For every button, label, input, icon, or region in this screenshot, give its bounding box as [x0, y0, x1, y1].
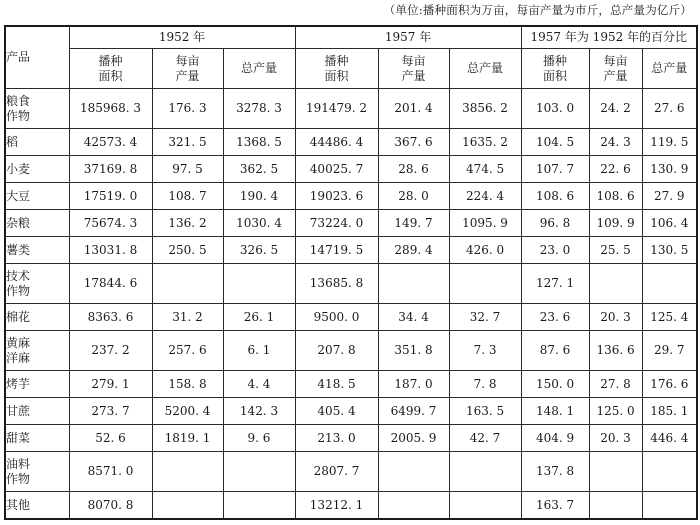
value-cell: [378, 264, 449, 304]
value-cell: 163. 7: [521, 492, 589, 520]
value-cell: 96. 8: [521, 210, 589, 237]
value-cell: 351. 8: [378, 331, 449, 371]
value-cell: [152, 264, 223, 304]
value-cell: 191479. 2: [295, 89, 378, 129]
value-cell: 136. 2: [152, 210, 223, 237]
unit-note: （单位:播种面积为万亩，每亩产量为市斤，总产量为亿斤）: [383, 3, 692, 17]
value-cell: 190. 4: [223, 183, 295, 210]
value-cell: 163. 5: [449, 398, 521, 425]
sub-header-total: 总产量: [642, 49, 697, 89]
value-cell: [589, 264, 642, 304]
value-cell: 1095. 9: [449, 210, 521, 237]
value-cell: 130. 5: [642, 237, 697, 264]
value-cell: [449, 264, 521, 304]
table-row: [5, 371, 697, 398]
value-cell: 25. 5: [589, 237, 642, 264]
value-cell: 185. 1: [642, 398, 697, 425]
value-cell: 1635. 2: [449, 129, 521, 156]
value-cell: 213. 0: [295, 425, 378, 452]
value-cell: 3278. 3: [223, 89, 295, 129]
value-cell: 42573. 4: [69, 129, 152, 156]
table-row: [5, 492, 697, 520]
value-cell: 17519. 0: [69, 183, 152, 210]
value-cell: 27. 9: [642, 183, 697, 210]
value-cell: [642, 264, 697, 304]
value-cell: 474. 5: [449, 156, 521, 183]
value-cell: 158. 8: [152, 371, 223, 398]
value-cell: 8070. 8: [69, 492, 152, 520]
value-cell: 149. 7: [378, 210, 449, 237]
value-cell: 127. 1: [521, 264, 589, 304]
value-cell: 52. 6: [69, 425, 152, 452]
value-cell: 8363. 6: [69, 304, 152, 331]
value-cell: 97. 5: [152, 156, 223, 183]
value-cell: 142. 3: [223, 398, 295, 425]
value-cell: 418. 5: [295, 371, 378, 398]
value-cell: 7. 3: [449, 331, 521, 371]
value-cell: 40025. 7: [295, 156, 378, 183]
value-cell: 13212. 1: [295, 492, 378, 520]
value-cell: 19023. 6: [295, 183, 378, 210]
table-row: [5, 304, 697, 331]
product-column-header: 产品: [5, 26, 69, 89]
product-name-cell: 甜菜: [5, 425, 69, 452]
value-cell: 201. 4: [378, 89, 449, 129]
value-cell: 8571. 0: [69, 452, 152, 492]
value-cell: [378, 452, 449, 492]
value-cell: 17844. 6: [69, 264, 152, 304]
value-cell: 150. 0: [521, 371, 589, 398]
product-name-cell: 棉花: [5, 304, 69, 331]
value-cell: 279. 1: [69, 371, 152, 398]
product-name-cell: 杂粮: [5, 210, 69, 237]
value-cell: 137. 8: [521, 452, 589, 492]
value-cell: 27. 6: [642, 89, 697, 129]
table-row: [5, 237, 697, 264]
value-cell: [223, 452, 295, 492]
value-cell: 13685. 8: [295, 264, 378, 304]
value-cell: 362. 5: [223, 156, 295, 183]
value-cell: 9500. 0: [295, 304, 378, 331]
value-cell: 13031. 8: [69, 237, 152, 264]
value-cell: 37169. 8: [69, 156, 152, 183]
value-cell: 5200. 4: [152, 398, 223, 425]
value-cell: 26. 1: [223, 304, 295, 331]
product-name-cell: 稻: [5, 129, 69, 156]
value-cell: 187. 0: [378, 371, 449, 398]
value-cell: 20. 3: [589, 304, 642, 331]
table-row: [5, 264, 697, 304]
product-name-cell: 烤芋: [5, 371, 69, 398]
sub-header-total: 总产量: [449, 49, 521, 89]
value-cell: 119. 5: [642, 129, 697, 156]
value-cell: 1368. 5: [223, 129, 295, 156]
value-cell: 148. 1: [521, 398, 589, 425]
sub-header-area: 播种 面积: [69, 49, 152, 89]
value-cell: 176. 3: [152, 89, 223, 129]
value-cell: 250. 5: [152, 237, 223, 264]
value-cell: 6499. 7: [378, 398, 449, 425]
value-cell: 426. 0: [449, 237, 521, 264]
value-cell: 125. 4: [642, 304, 697, 331]
value-cell: 24. 3: [589, 129, 642, 156]
sub-header-area: 播种 面积: [521, 49, 589, 89]
value-cell: 6. 1: [223, 331, 295, 371]
value-cell: 176. 6: [642, 371, 697, 398]
value-cell: 108. 6: [589, 183, 642, 210]
value-cell: 404. 9: [521, 425, 589, 452]
value-cell: 7. 8: [449, 371, 521, 398]
value-cell: 34. 4: [378, 304, 449, 331]
value-cell: 130. 9: [642, 156, 697, 183]
value-cell: 405. 4: [295, 398, 378, 425]
value-cell: 31. 2: [152, 304, 223, 331]
value-cell: 224. 4: [449, 183, 521, 210]
value-cell: 106. 4: [642, 210, 697, 237]
value-cell: 326. 5: [223, 237, 295, 264]
product-name-cell: 油料 作物: [5, 452, 69, 492]
table-row: [5, 129, 697, 156]
value-cell: [642, 492, 697, 520]
value-cell: 27. 8: [589, 371, 642, 398]
value-cell: 4. 4: [223, 371, 295, 398]
product-name-cell: 薯类: [5, 237, 69, 264]
value-cell: 2807. 7: [295, 452, 378, 492]
table-row: [5, 89, 697, 129]
value-cell: 23. 6: [521, 304, 589, 331]
value-cell: 273. 7: [69, 398, 152, 425]
table-row: [5, 156, 697, 183]
value-cell: 103. 0: [521, 89, 589, 129]
value-cell: 9. 6: [223, 425, 295, 452]
table-row: [5, 398, 697, 425]
value-cell: 1030. 4: [223, 210, 295, 237]
value-cell: 29. 7: [642, 331, 697, 371]
sub-header-yield: 每亩 产量: [378, 49, 449, 89]
value-cell: 32. 7: [449, 304, 521, 331]
value-cell: 289. 4: [378, 237, 449, 264]
table-body: [5, 89, 697, 520]
value-cell: 125. 0: [589, 398, 642, 425]
sub-header-total: 总产量: [223, 49, 295, 89]
value-cell: 136. 6: [589, 331, 642, 371]
value-cell: 28. 6: [378, 156, 449, 183]
value-cell: [223, 492, 295, 520]
value-cell: 107. 7: [521, 156, 589, 183]
value-cell: 109. 9: [589, 210, 642, 237]
value-cell: [223, 264, 295, 304]
value-cell: [589, 452, 642, 492]
value-cell: 104. 5: [521, 129, 589, 156]
table-row: [5, 210, 697, 237]
value-cell: 20. 3: [589, 425, 642, 452]
value-cell: 44486. 4: [295, 129, 378, 156]
value-cell: [378, 492, 449, 520]
product-name-cell: 甘蔗: [5, 398, 69, 425]
value-cell: 14719. 5: [295, 237, 378, 264]
value-cell: 108. 6: [521, 183, 589, 210]
value-cell: 1819. 1: [152, 425, 223, 452]
value-cell: 87. 6: [521, 331, 589, 371]
value-cell: [589, 492, 642, 520]
value-cell: 23. 0: [521, 237, 589, 264]
value-cell: 24. 2: [589, 89, 642, 129]
product-name-cell: 黄麻 洋麻: [5, 331, 69, 371]
value-cell: [152, 492, 223, 520]
product-name-cell: 粮食 作物: [5, 89, 69, 129]
group-header-1957: 1957 年: [295, 26, 521, 49]
value-cell: 28. 0: [378, 183, 449, 210]
table-row: [5, 331, 697, 371]
value-cell: 237. 2: [69, 331, 152, 371]
value-cell: 185968. 3: [69, 89, 152, 129]
value-cell: 321. 5: [152, 129, 223, 156]
value-cell: 207. 8: [295, 331, 378, 371]
value-cell: 367. 6: [378, 129, 449, 156]
product-name-cell: 技术 作物: [5, 264, 69, 304]
table-row: [5, 425, 697, 452]
group-header-percent: 1957 年为 1952 年的百分比: [521, 26, 697, 49]
table-row: [5, 183, 697, 210]
value-cell: 446. 4: [642, 425, 697, 452]
product-name-cell: 小麦: [5, 156, 69, 183]
sub-header-yield: 每亩 产量: [152, 49, 223, 89]
value-cell: 42. 7: [449, 425, 521, 452]
value-cell: 3856. 2: [449, 89, 521, 129]
value-cell: [449, 492, 521, 520]
value-cell: 2005. 9: [378, 425, 449, 452]
value-cell: [152, 452, 223, 492]
sub-header-area: 播种 面积: [295, 49, 378, 89]
table-header: [5, 26, 697, 89]
value-cell: 22. 6: [589, 156, 642, 183]
table-row: [5, 452, 697, 492]
value-cell: 108. 7: [152, 183, 223, 210]
sub-header-yield: 每亩 产量: [589, 49, 642, 89]
product-name-cell: 其他: [5, 492, 69, 520]
value-cell: [642, 452, 697, 492]
crop-statistics-table: [4, 25, 698, 520]
value-cell: 257. 6: [152, 331, 223, 371]
value-cell: 73224. 0: [295, 210, 378, 237]
product-name-cell: 大豆: [5, 183, 69, 210]
value-cell: [449, 452, 521, 492]
group-header-1952: 1952 年: [69, 26, 295, 49]
value-cell: 75674. 3: [69, 210, 152, 237]
